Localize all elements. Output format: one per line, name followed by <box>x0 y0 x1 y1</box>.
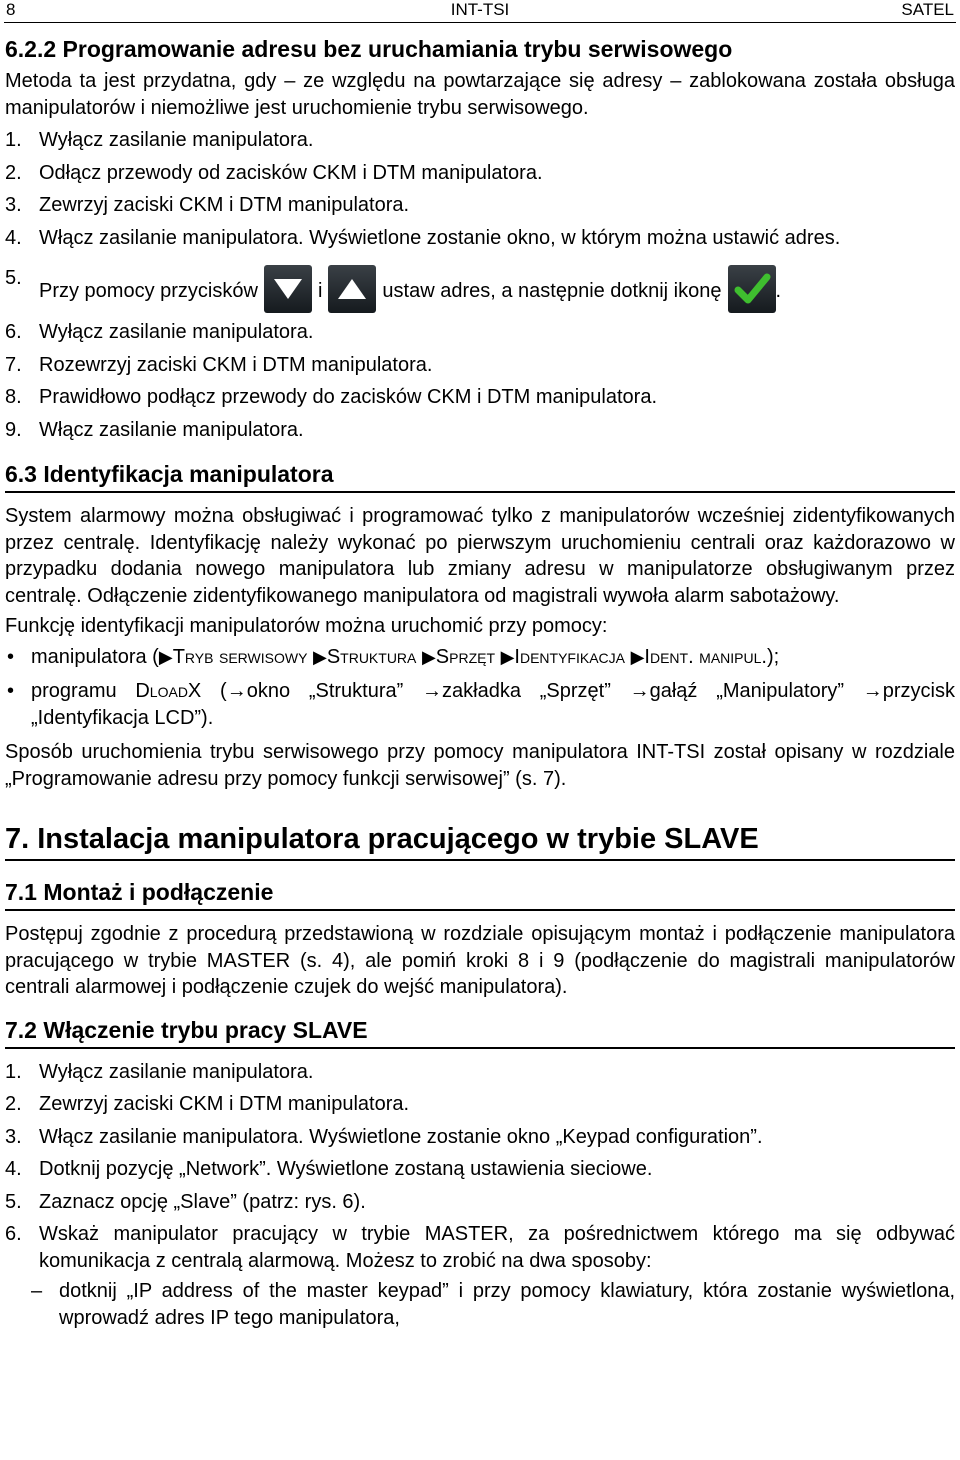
section-6-3-para1: System alarmowy można obsługiwać i programować tylko z manipulatorów wcześniej zidentyfikowanych przez centralę. Identyfikację należy wykonać po pierwszym uruchomieniu centrali oraz każdorazowo w przypadku dodania nowego manipulatora lub zmiany adresu w manipulatorze obsługiwanym przez centralę. Odłączenie zidentyfikowanego manipulatora od magistrali wywoła alarm sabotażowy. <box>5 505 955 607</box>
brand-name: SATEL <box>901 0 954 19</box>
play-triangle-icon: ▶ <box>158 646 173 667</box>
list-item <box>5 384 955 411</box>
step-text: Wskaż manipulator pracujący w trybie MASTER, za pośrednictwem którego ma się odbywać komunikacja z centralą alarmową. Możesz to zrobić na dwa sposoby: <box>39 1223 955 1272</box>
list-item <box>5 1156 955 1183</box>
menu-path-item: Identyfikacja <box>514 645 631 668</box>
checkmark-icon <box>728 265 776 313</box>
step-number: 4. <box>5 1158 22 1180</box>
list-item <box>5 192 955 219</box>
program-name: DloadX <box>135 680 202 702</box>
bullet-text: programu <box>31 680 136 702</box>
section-6-2-2-title: 6.2.2 Programowanie adresu bez uruchamiania trybu serwisowego <box>5 36 733 62</box>
step-text: ustaw adres, a następnie dotknij ikonę <box>382 280 722 302</box>
list-item <box>5 1059 955 1086</box>
page-content <box>5 34 955 1331</box>
play-triangle-icon: ▶ <box>630 646 645 667</box>
list-item <box>5 1189 955 1216</box>
header-rule <box>4 22 956 23</box>
step-text: . <box>775 280 782 302</box>
steps-list-6-2-2 <box>5 127 955 443</box>
section-6-3-title: 6.3 Identyfikacja manipulatora <box>5 459 955 493</box>
step-number: 7. <box>5 353 22 376</box>
step-number: 1. <box>5 1060 22 1083</box>
step-text: Rozewrzyj zaciski CKM i DTM manipulatora. <box>39 353 433 376</box>
step-number: 4. <box>5 226 22 249</box>
menu-path-item: Struktura <box>326 645 422 668</box>
step-text: Wyłącz zasilanie manipulatora. <box>39 321 314 343</box>
step-text: Przy pomocy przycisków <box>39 280 258 302</box>
menu-path-item: Ident. manipul. <box>644 645 767 668</box>
step-number: 3. <box>5 194 22 216</box>
page-header <box>6 0 954 20</box>
step-text: Włącz zasilanie manipulatora. <box>39 418 304 441</box>
list-item <box>5 127 955 154</box>
list-item <box>5 265 955 313</box>
step-text: Zewrzyj zaciski CKM i DTM manipulatora. <box>39 194 410 216</box>
step-number: 9. <box>5 418 22 441</box>
dash-item-text: dotknij „IP address of the master keypad” i przy pomocy klawiatury, która zostanie wyświetlona, wprowadź adres IP tego manipulatora, <box>59 1280 955 1329</box>
menu-path-item: Tryb serwisowy <box>172 645 313 668</box>
section-7-2-title: 7.2 Włączenie trybu pracy SLAVE <box>5 1015 955 1049</box>
step-number: 3. <box>5 1125 22 1148</box>
list-item <box>5 225 955 252</box>
list-item <box>5 352 955 379</box>
section-6-3-para3: Sposób uruchomienia trybu serwisowego przy pomocy manipulatora INT-TSI został opisany w rozdziale „Programowanie adresu przy pomocy funkcji serwisowej” (s. 7). <box>5 741 955 790</box>
product-name: INT-TSI <box>450 0 510 19</box>
section-6-3-para2: Funkcję identyfikacji manipulatorów można uruchomić przy pomocy: <box>5 615 608 637</box>
step-number: 5. <box>5 1190 22 1213</box>
step-number: 6. <box>5 1223 22 1245</box>
step-text: Wyłącz zasilanie manipulatora. <box>39 1060 314 1083</box>
menu-path-item: Sprzęt <box>435 645 501 668</box>
bullet-icon: • <box>7 645 15 668</box>
section-7-1-para: Postępuj zgodnie z procedurą przedstawioną w rozdziale opisującym montaż i podłączenie manipulatora pracującego w trybie MASTER (s. 4), ale pomiń kroki 8 i 9 (podłączenie do magistrali manipulatorów centrali alarmowej i podłączenie czujek do wejść manipulatora). <box>5 923 955 998</box>
list-item <box>5 1091 955 1118</box>
section-7-title: 7. Instalacja manipulatora pracującego w trybie SLAVE <box>5 822 955 861</box>
list-item <box>5 1221 955 1274</box>
dash-marker: – <box>31 1280 43 1302</box>
step-text: Zaznacz opcję „Slave” (patrz: rys. 6). <box>39 1190 366 1213</box>
arrow-down-icon <box>264 265 312 313</box>
page-number: 8 <box>6 0 16 19</box>
step-text: Zewrzyj zaciski CKM i DTM manipulatora. <box>39 1093 410 1115</box>
step-text: Wyłącz zasilanie manipulatora. <box>39 129 314 151</box>
step-number: 1. <box>5 129 22 151</box>
method-options-list <box>5 1278 955 1331</box>
step-text: Włącz zasilanie manipulatora. Wyświetlone zostanie okno, w którym można ustawić adres. <box>39 226 841 249</box>
identification-methods-list <box>5 644 955 732</box>
list-item <box>5 417 955 444</box>
step-text: Prawidłowo podłącz przewody do zacisków CKM i DTM manipulatora. <box>39 386 658 408</box>
steps-list-7-2 <box>5 1059 955 1275</box>
step-number: 2. <box>5 161 22 184</box>
step-number: 8. <box>5 386 22 408</box>
step-number: 2. <box>5 1093 22 1115</box>
step-number: 5. <box>5 267 22 289</box>
step-text: Odłącz przewody od zacisków CKM i DTM manipulatora. <box>39 161 543 184</box>
bullet-text: ); <box>766 645 780 668</box>
play-triangle-icon: ▶ <box>312 646 327 667</box>
bullet-text: manipulatora ( <box>31 645 159 668</box>
section-6-2-2-intro: Metoda ta jest przydatna, gdy – ze względu na powtarzające się adresy – zablokowana została obsługa manipulatorów i niemożliwe jest uruchomienie trybu serwisowego. <box>5 70 955 119</box>
list-item <box>5 1278 955 1331</box>
list-item <box>5 678 955 731</box>
arrow-up-icon <box>328 265 376 313</box>
list-item <box>5 1124 955 1151</box>
play-triangle-icon: ▶ <box>421 646 436 667</box>
list-item <box>5 319 955 346</box>
step-number: 6. <box>5 321 22 343</box>
play-triangle-icon: ▶ <box>500 646 515 667</box>
bullet-text: (→okno „Struktura” →zakładka „Sprzęt” →gałąź „Manipulatory” →przycisk „Identyfikacja LCD”). <box>31 680 955 729</box>
section-7-1-title: 7.1 Montaż i podłączenie <box>5 877 955 911</box>
bullet-icon: • <box>7 680 15 702</box>
list-item <box>5 160 955 187</box>
step-text: Dotknij pozycję „Network”. Wyświetlone zostaną ustawienia sieciowe. <box>39 1158 653 1180</box>
step-text: i <box>317 280 323 302</box>
step-text: Włącz zasilanie manipulatora. Wyświetlone zostanie okno „Keypad configuration”. <box>39 1125 763 1148</box>
list-item <box>5 644 955 671</box>
